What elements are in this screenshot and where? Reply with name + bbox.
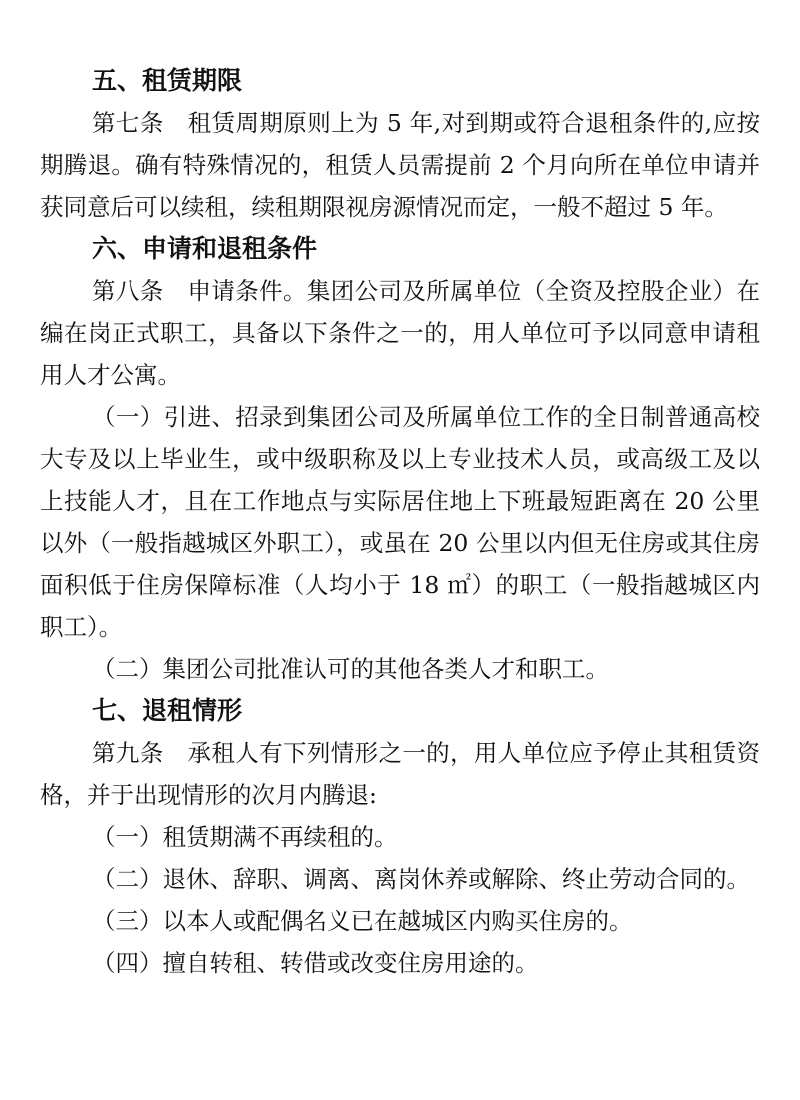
section-heading-lease-period: 五、租赁期限 — [92, 66, 243, 95]
condition-1-paragraph: （一）引进、招录到集团公司及所属单位工作的全日制普通高校大专及以上毕业生，或中级职称及以上专业技术人员，或高级工及以上技能人才，且在工作地点与实际居住地上下班最短距离在 20 公里以外（一般指越城区外职工），或虽在 20 公里以内但无住房或其住房面积低于住房保障标准（人均小于 18 ㎡）的职工（一般指越城区内职工）。 — [40, 403, 760, 641]
section-heading-termination-cases: 七、退租情形 — [92, 696, 243, 725]
termination-case-2: （二）退休、辞职、调离、离岗休养或解除、终止劳动合同的。 — [92, 865, 750, 893]
condition-2-paragraph: （二）集团公司批准认可的其他各类人才和职工。 — [92, 655, 609, 683]
termination-case-1: （一）租赁期满不再续租的。 — [92, 823, 398, 851]
section-heading-application-conditions: 六、申请和退租条件 — [92, 234, 318, 263]
document-body — [40, 60, 760, 984]
termination-case-3: （三）以本人或配偶名义已在越城区内购买住房的。 — [92, 907, 633, 935]
article-8-paragraph: 第八条 申请条件。集团公司及所属单位（全资及控股企业）在编在岗正式职工，具备以下条件之一的，用人单位可予以同意申请租用人才公寓。 — [40, 277, 760, 389]
article-7-paragraph: 第七条 租赁周期原则上为 5 年,对到期或符合退租条件的,应按期腾退。确有特殊情况的，租赁人员需提前 2 个月向所在单位申请并获同意后可以续租，续租期限视房源情况而定，一般不超过 5 年。 — [40, 109, 760, 221]
termination-case-4: （四）擅自转租、转借或改变住房用途的。 — [92, 949, 539, 977]
article-9-paragraph: 第九条 承租人有下列情形之一的，用人单位应予停止其租赁资格，并于出现情形的次月内腾退: — [40, 739, 760, 809]
